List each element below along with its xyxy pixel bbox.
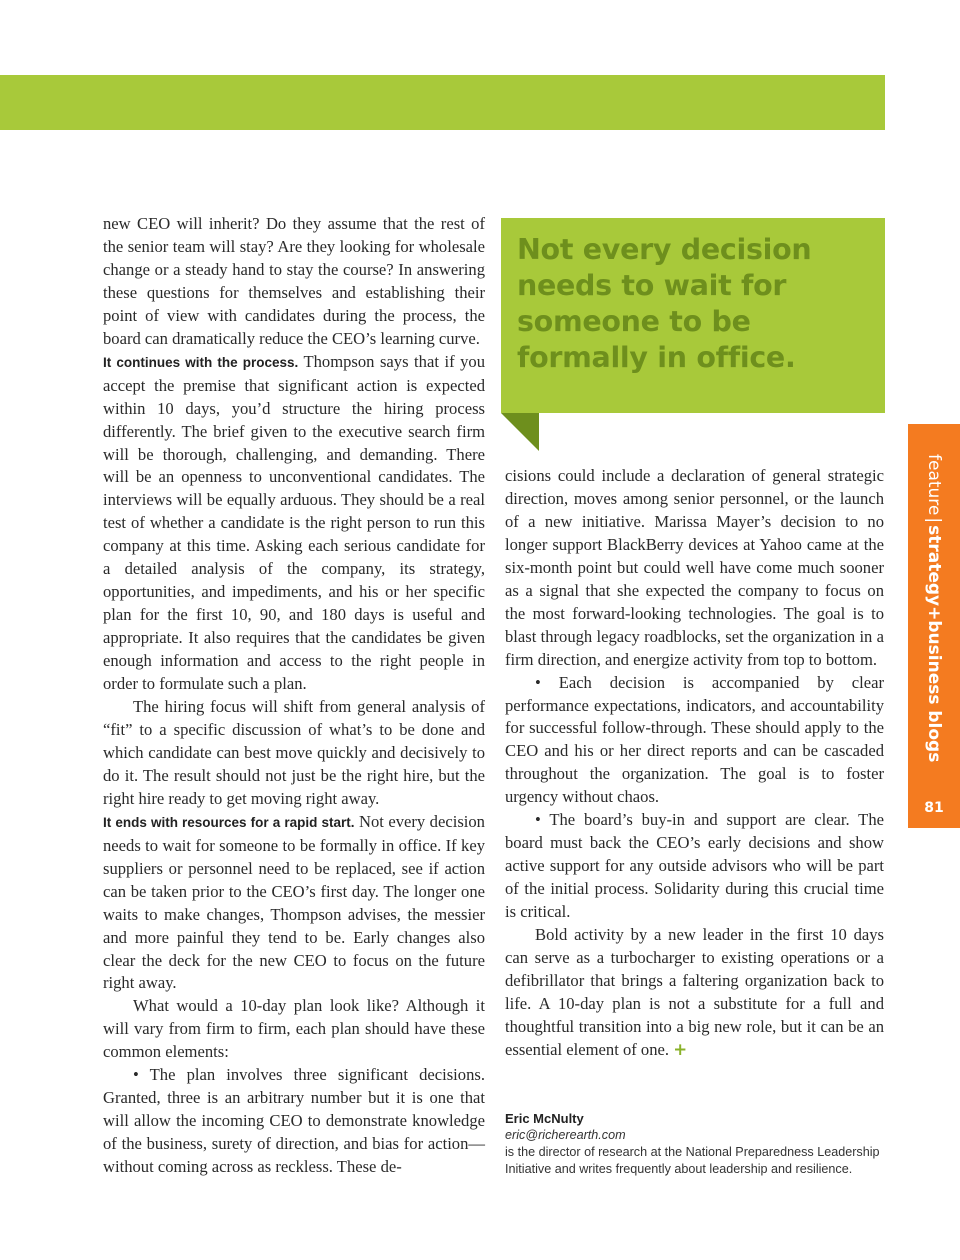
paragraph: What would a 10-day plan look like? Although it will vary from firm to firm, each plan should have these common elements: [103,996,485,1062]
section-name: feature [924,454,944,516]
paragraph [103,351,485,696]
header-color-band [0,75,885,130]
paragraph: cisions could include a declaration of general strategic direction, moves among senior personnel, or the launch of a new initiative. Marissa Mayer’s decision to no longer support BlackBerry devices at Yahoo came at the six-month point but could well have come much sooner as a signal that she expected the company to focus on the most forward-looking technologies. The goal is to blast through legacy roadblocks, set the organization in a firm direction, and energize activity from top to bottom. [505,466,884,669]
pull-quote-box [501,218,885,413]
left-article-column [103,213,485,1179]
paragraph-body: Bold activity by a new leader in the first 10 days can serve as a turbocharger to existing operations or a defibrillator that brings a faltering organization back to life. A 10-day plan is not a substitute for a full and thoughtful transition into a big new role, but it can be an essential element of one. [505,925,884,1059]
section-separator: | [924,517,944,524]
paragraph-body: Not every decision needs to wait for someone to be formally in office. If key suppliers or personnel need to be replaced, see if action can be taken prior to the CEO’s first day. The longer one waits to make changes, Thompson advises, the messier and more painful they tend to be. Early changes also clear the deck for the new CEO to focus on the future right away. [103,811,485,993]
paragraph: The hiring focus will shift from general analysis of “fit” to a specific discussion of what’s to be done and which candidate can best move quickly and decisively to do it. The result should not just be the right hire, but the right hire ready to get moving right away. [103,697,485,808]
pull-quote-text: Not every decision needs to wait for someone to be formally in office. [517,233,812,374]
paragraph [505,924,884,1062]
author-name: Eric McNulty [505,1111,584,1126]
right-article-column [505,465,884,1062]
subhead-lead: It ends with resources for a rapid start. [103,814,355,830]
paragraph [103,811,485,996]
author-bio [505,1110,884,1178]
author-email: eric@richerearth.com [505,1128,626,1142]
section-title: strategy+business blogs [924,525,944,763]
end-mark-plus-icon: + [673,1039,688,1059]
bullet-paragraph: • The plan involves three significant decisions. Granted, three is an arbitrary number but it is one that will allow the incoming CEO to demonstrate knowledge of the business, surety of direction, and bias for action—without coming across as reckless. These de- [103,1065,485,1177]
bullet-paragraph: • The board’s buy-in and support are clear. The board must back the CEO’s early decisions and show active support for any outside advisors who will be part of the initial process. Solidarity during this crucial time is critical. [505,810,884,922]
page-number: 81 [924,800,944,816]
paragraph: new CEO will inherit? Do they assume that the rest of the senior team will stay? Are they looking for wholesale change or a steady hand to stay the course? In answering these questions for themselves and establishing their point of view with candidates during the process, the board can dramatically reduce the CEO’s learning curve. [103,214,485,348]
subhead-lead: It continues with the process. [103,354,299,370]
section-side-label [924,454,944,763]
author-description: is the director of research at the National Preparedness Leadership Initiative and writes frequently about leadership and resilience. [505,1145,880,1176]
bullet-paragraph: • Each decision is accompanied by clear performance expectations, indicators, and accountability for successful follow-through. These should apply to the CEO and his or her direct reports and can be cascaded throughout the organization. The goal is to foster urgency without chaos. [505,672,884,807]
paragraph-body: Thompson says that if you accept the premise that significant action is expected within 10 days, you’d structure the hiring process differently. The brief given to the executive search firm will be thorough, challenging, and demanding. There will be an openness to unconventional candidates. The interviews will be equally arduous. They should be a real test of whether a candidate is the right person to run this company at this time. Asking each serious candidate for a detailed analysis of the company, its strategy, opportunities, and impediments, and his or her specific plan for the first 10, 90, and 180 days is useful and appropriate. It also requires that the candidates be given enough information and access to the right people in order to formulate such a plan. [103,351,485,694]
pull-quote-tail [501,413,539,451]
